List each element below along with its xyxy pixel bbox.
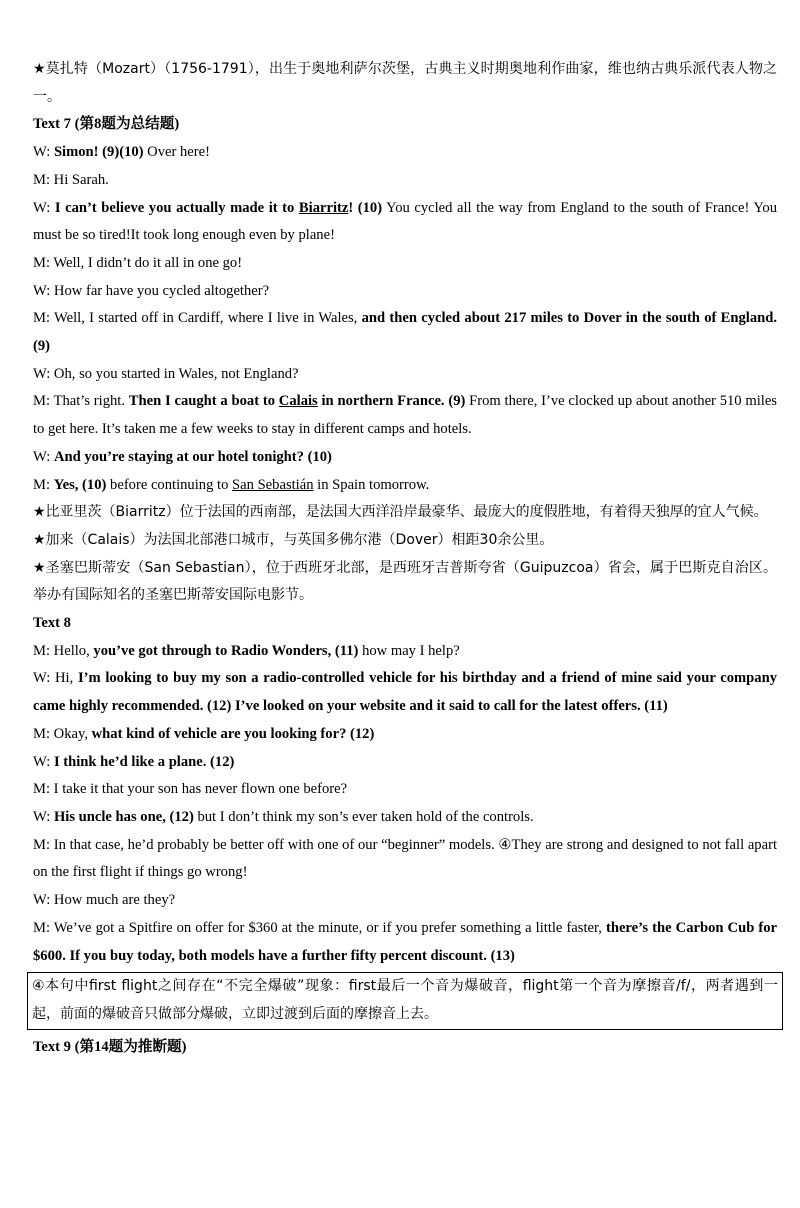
text-segment: W: (33, 808, 54, 825)
text-segment: what kind of vehicle are you looking for? (12) (91, 725, 375, 742)
text-line (33, 472, 777, 500)
text-line (33, 139, 777, 167)
text-line (33, 250, 777, 278)
text-line (33, 388, 777, 443)
text-line (33, 167, 777, 195)
text-segment: Calais (278, 393, 318, 410)
text-line (33, 749, 777, 777)
text-segment: in Spain tomorrow. (313, 476, 430, 493)
transcript-body (33, 56, 777, 1061)
text-line (33, 56, 777, 111)
phonetics-note-box (27, 972, 783, 1029)
text-segment: M: Okay, (33, 725, 92, 742)
text-segment: His uncle has one, (12) (53, 808, 194, 825)
text-segment: You cycled all the way from England to the south of France! You must be so tired!It took long enough even by plane! (33, 199, 778, 244)
text-segment: W: (33, 144, 54, 161)
text-segment: you’ve got through to Radio Wonders, (11) (93, 642, 359, 659)
text-segment: ④本句中first flight之间存在“不完全爆破”现象：first最后一个音为爆破音，flight第一个音为摩擦音/f/，两者遇到一起，前面的爆破音只做部分爆破，立即过渡到后面的摩擦音上去。 (32, 978, 778, 1022)
text-segment: Yes, (10) (53, 476, 107, 493)
text-segment: W: (33, 753, 54, 770)
text-line (33, 804, 777, 832)
text-segment: but I don’t think my son’s ever taken hold of the controls. (193, 808, 534, 825)
text-line (33, 305, 777, 360)
text-segment: Text 9 (第14题为推断题) (33, 1038, 187, 1055)
text-segment: I’m looking to buy my son a radio-controlled vehicle for his birthday and a friend of mine said your company came highly recommended. (12) I’ve looked on your website and it said to call for the latest offers. (11) (33, 670, 777, 715)
text-segment: From there, I’ve clocked up about another 510 miles to get here. It’s taken me a few weeks to stay in different camps and hotels. (33, 393, 777, 438)
text-segment: M: I take it that your son has never flown one before? (33, 781, 348, 798)
text-segment: San Sebastián (232, 476, 314, 493)
text-line (33, 444, 777, 472)
text-segment: M: Hi Sarah. (33, 171, 109, 188)
text-segment: ★加来（Calais）为法国北部港口城市，与英国多佛尔港（Dover）相距30余公里。 (33, 531, 554, 548)
text-line (33, 915, 777, 970)
text-segment: M: In that case, he’d probably be better off with one of our “beginner” models. ④They are strong and designed to not fall apart on the first flight if things go wrong! (33, 836, 777, 881)
text-segment: I can’t believe you actually made it to (54, 199, 299, 216)
text-line (33, 361, 777, 389)
text-line (33, 555, 777, 610)
text-segment: Text 8 (33, 615, 71, 632)
text-line (33, 499, 777, 527)
text-segment: in northern France. (9) (317, 393, 466, 410)
text-segment: M: Well, I didn’t do it all in one go! (33, 254, 243, 271)
text-segment: ★比亚里茨（Biarritz）位于法国的西南部，是法国大西洋沿岸最豪华、最庞大的度假胜地，有着得天独厚的宜人气候。 (33, 504, 768, 521)
text-segment: ★圣塞巴斯蒂安（San Sebastian），位于西班牙北部，是西班牙吉普斯夸省（Guipuzcoa）省会，属于巴斯克自治区。举办有国际知名的圣塞巴斯蒂安国际电影节。 (33, 559, 777, 604)
text-segment: And you’re staying at our hotel tonight? (10) (53, 448, 332, 465)
text-line (33, 832, 777, 887)
text-line (33, 638, 777, 666)
text-segment: W: How far have you cycled altogether? (33, 282, 270, 299)
text-segment: Over here! (143, 144, 210, 161)
text-segment: I think he’d like a plane. (12) (53, 753, 235, 770)
text-segment: how may I help? (358, 642, 460, 659)
text-segment: Text 7 (第8题为总结题) (33, 116, 180, 133)
text-segment: M: That’s right. (33, 393, 129, 410)
text-segment: W: (33, 448, 54, 465)
text-line (33, 776, 777, 804)
text-segment: ! (10) (348, 199, 383, 216)
text-segment: and then cycled about 217 miles to Dover in the south of England. (9) (33, 310, 777, 355)
text-segment: W: Oh, so you started in Wales, not England? (33, 365, 299, 382)
text-line (33, 111, 777, 139)
text-segment: ★莫扎特（Mozart）（1756-1791），出生于奥地利萨尔茨堡，古典主义时期奥地利作曲家，维也纳古典乐派代表人物之一。 (33, 61, 777, 105)
text-segment: M: We’ve got a Spitfire on offer for $360 at the minute, or if you prefer something a little faster, (33, 919, 606, 936)
text-segment: M: Well, I started off in Cardiff, where I live in Wales, (33, 310, 362, 327)
text-segment: W: Hi, (33, 670, 78, 687)
text-segment: M: Hello, (33, 642, 94, 659)
text-line (33, 527, 777, 555)
text-line (33, 278, 777, 306)
text-segment: before continuing to (106, 476, 233, 493)
text-line (33, 721, 777, 749)
text-segment: there’s the Carbon Cub for $600. If you buy today, both models have a further fifty percent discount. (13) (33, 919, 777, 964)
text-segment: M: (33, 476, 54, 493)
text-line (33, 887, 777, 915)
text-segment: Simon! (9)(10) (53, 144, 144, 161)
text-segment: Then I caught a boat to (128, 393, 279, 410)
text-segment: W: How much are they? (33, 892, 176, 909)
text-segment: W: (33, 199, 55, 216)
text-line (33, 665, 777, 720)
text-line (33, 610, 777, 638)
text-segment: Biarritz (298, 199, 349, 216)
text-line (33, 195, 777, 250)
text-line (33, 1034, 777, 1062)
